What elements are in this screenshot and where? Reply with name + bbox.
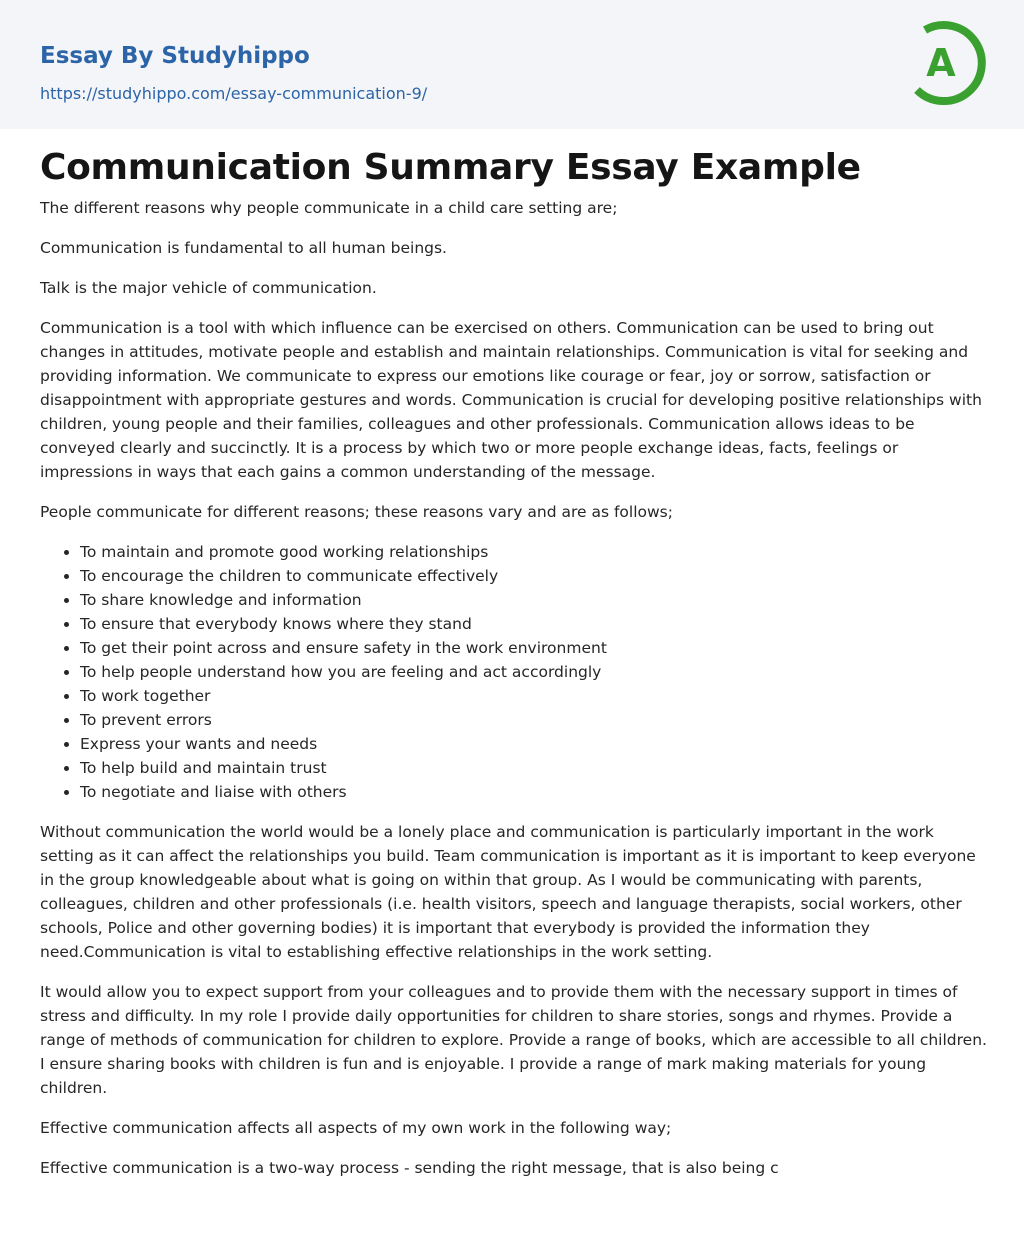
article-paragraph: Communication is fundamental to all human beings. [40, 239, 447, 257]
list-item: • To work together [80, 684, 990, 708]
source-url-link[interactable]: https://studyhippo.com/essay-communication-9/ [40, 84, 428, 103]
list-item: • Express your wants and needs [80, 732, 990, 756]
article-paragraph: Talk is the major vehicle of communication. [40, 279, 377, 297]
article-body [40, 196, 990, 1196]
article-paragraph: Effective communication affects all aspects of my own work in the following way; [40, 1119, 672, 1137]
article-paragraph: It would allow you to expect support from your colleagues and to provide them with the necessary support in times of stress and difficulty. In my role I provide daily opportunities for children to share stories, songs and rhymes. Provide a range of methods of communication for children to explore. Provide a range of books, which are accessible to all children. I ensure sharing books with children is fun and is enjoyable. I provide a range of mark making materials for young children. [40, 983, 987, 1097]
article-paragraph: Communication is a tool with which influence can be exercised on others. Communication can be used to bring out changes in attitudes, motivate people and establish and maintain relationships. Communication is vital for seeking and providing information. We communicate to express our emotions like courage or fear, joy or sorrow, satisfaction or disappointment with appropriate gestures and words. Communication is crucial for developing positive relationships with children, young people and their families, colleagues and other professionals. Communication allows ideas to be conveyed clearly and succinctly. It is a process by which two or more people exchange ideas, facts, feelings or impressions in ways that each gains a common understanding of the message. [40, 319, 982, 481]
paragraphs-before-list [40, 196, 990, 524]
list-item: • To encourage the children to communicate effectively [80, 564, 990, 588]
site-brand[interactable]: Essay By Studyhippo [40, 43, 310, 69]
reasons-list [40, 540, 990, 804]
article-paragraph: People communicate for different reasons; these reasons vary and are as follows; [40, 503, 673, 521]
list-item: • To help build and maintain trust [80, 756, 990, 780]
list-item: • To prevent errors [80, 708, 990, 732]
article-paragraph: The different reasons why people communicate in a child care setting are; [40, 199, 618, 217]
article-paragraph: Effective communication is a two-way process - sending the right message, that is also being c [40, 1159, 779, 1177]
list-item: • To share knowledge and information [80, 588, 990, 612]
paragraphs-after-list [40, 820, 990, 1180]
list-item: • To help people understand how you are feeling and act accordingly [80, 660, 990, 684]
list-item: • To ensure that everybody knows where they stand [80, 612, 990, 636]
list-item: • To negotiate and liaise with others [80, 780, 990, 804]
list-item: • To get their point across and ensure safety in the work environment [80, 636, 990, 660]
studyhippo-logo-icon[interactable] [905, 16, 991, 108]
article-paragraph: Without communication the world would be a lonely place and communication is particularly important in the work setting as it can affect the relationships you build. Team communication is important as it is important to keep everyone in the group knowledgeable about what is going on within that group. As I would be communicating with parents, colleagues, children and other professionals (i.e. health visitors, speech and language therapists, social workers, other schools, Police and other governing bodies) it is important that everybody is provided the information they need.Communication is vital to establishing effective relationships in the work setting. [40, 823, 976, 961]
list-item: • To maintain and promote good working relationships [80, 540, 990, 564]
logo-letter: A [926, 41, 956, 85]
page-title: Communication Summary Essay Example [40, 147, 861, 188]
